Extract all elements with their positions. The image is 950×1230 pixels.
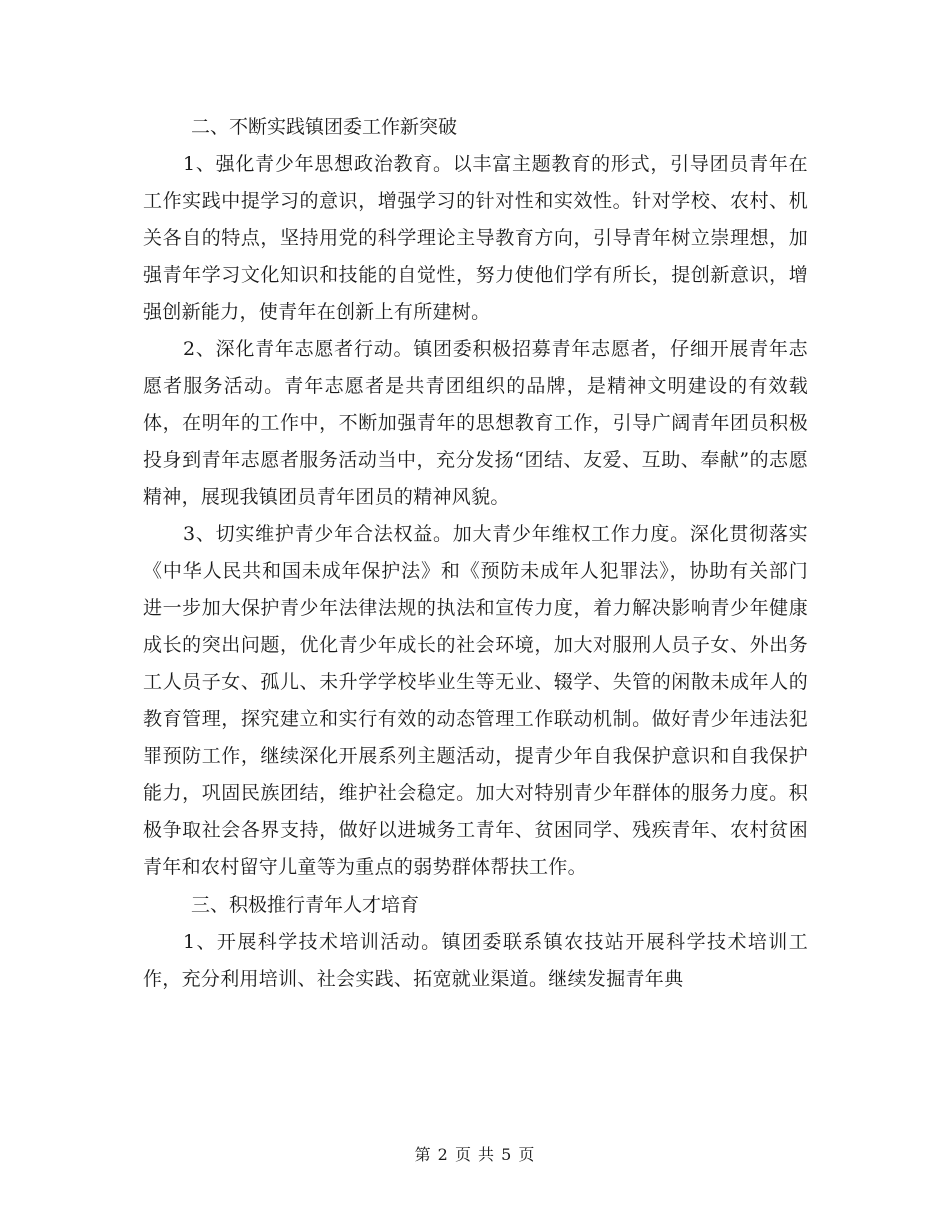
paragraph-ideology-education: 1、强化青少年思想政治教育。以丰富主题教育的形式，引导团员青年在工作实践中提学习的意识，增强学习的针对性和实效性。针对学校、农村、机关各自的特点，坚持用党的科学理论主导教育方向，引导青年树立崇理想，加强青年学习文化知识和技能的自觉性，努力使他们学有所长，提创新意识，增强创新能力，使青年在创新上有所建树。 [143,153,808,323]
paragraph-youth-rights: 3、切实维护青少年合法权益。加大青少年维权工作力度。深化贯彻落实《中华人民共和国未成年保护法》和《预防未成年人犯罪法》，协助有关部门进一步加大保护青少年法律法规的执法和宣传力度，着力解决影响青少年健康成长的突出问题，优化青少年成长的社会环境，加大对服刑人员子女、外出务工人员子女、孤儿、未升学学校毕业生等无业、辍学、失管的闲散未成年人的教育管理，探究建立和实行有效的动态管理工作联动机制。做好青少年违法犯罪预防工作，继续深化开展系列主题活动，提青少年自我保护意识和自我保护能力，巩固民族团结，维护社会稳定。加大对特别青少年群体的服务力度。积极争取社会各界支持，做好以进城务工青年、贫困同学、残疾青年、农村贫困青年和农村留守儿童等为重点的弱势群体帮扶工作。 [143,523,808,878]
paragraph-volunteer-action: 2、深化青年志愿者行动。镇团委积极招募青年志愿者，仔细开展青年志愿者服务活动。青年志愿者是共青团组织的品牌，是精神文明建设的有效载体，在明年的工作中，不断加强青年的思想教育工作，引导广阔青年团员积极投身到青年志愿者服务活动当中，充分发扬“团结、友爱、互助、奉献”的志愿精神，展现我镇团员青年团员的精神风貌。 [143,338,808,508]
section-heading-2: 二、不断实践镇团委工作新突破 [191,116,458,138]
paragraph-tech-training: 1、开展科学技术培训活动。镇团委联系镇农技站开展科学技术培训工作，充分利用培训、社会实践、拓宽就业渠道。继续发掘青年典 [143,931,808,990]
page-footer: 第 2 页 共 5 页 [414,1145,536,1164]
section-heading-3: 三、积极推行青年人才培育 [191,894,420,916]
document-body [143,108,808,998]
